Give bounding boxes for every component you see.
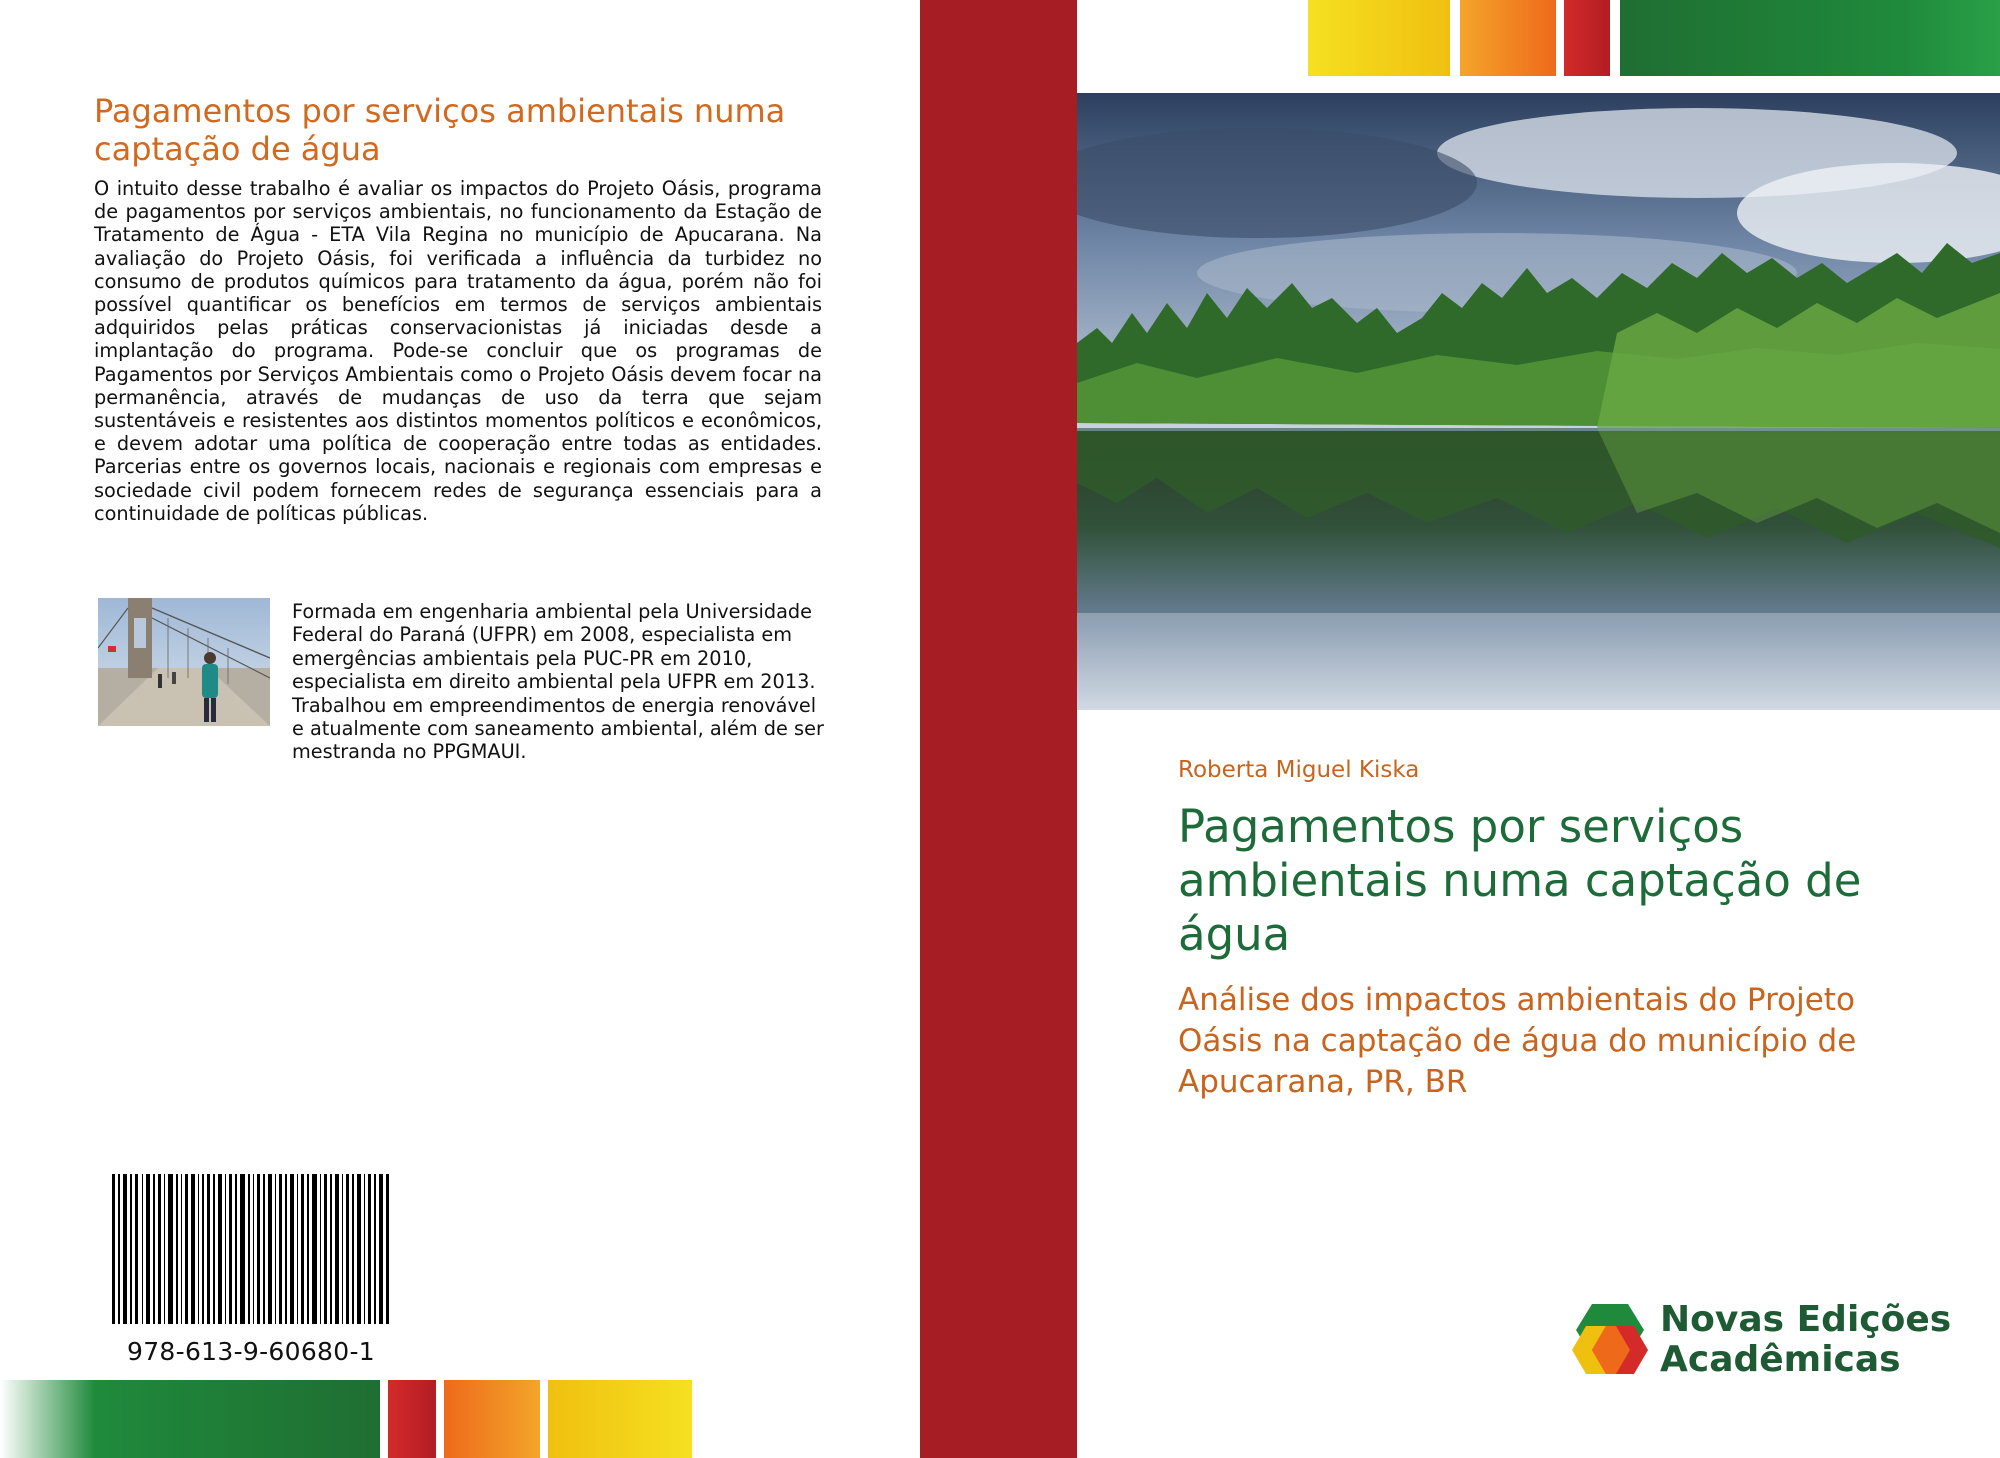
publisher-name <box>1660 1300 1951 1380</box>
color-band-orange <box>444 1380 540 1458</box>
color-band-orange <box>1460 0 1556 76</box>
front-author-name: Roberta Miguel Kiska <box>1178 757 1420 783</box>
author-photo <box>98 598 270 726</box>
front-cover-title: Pagamentos por serviços ambientais numa captação de água <box>1178 800 1862 961</box>
front-cover-subtitle: Análise dos impactos ambientais do Projeto Oásis na captação de água do município de Apucarana, PR, BR <box>1178 982 1857 1100</box>
back-cover-abstract: O intuito desse trabalho é avaliar os impactos do Projeto Oásis, programa de pagamentos por serviços ambientais, no funcionamento da Estação de Tratamento de Água - ETA Vila Regina no município de Apucarana. Na avaliação do Projeto Oásis, foi verificada a influência da turbidez no consumo de produtos químicos para tratamento da água, porém não foi possível quantificar os benefícios em termos de serviços ambientais adquiridos pelas práticas conservacionistas já iniciadas desde a implantação do programa. Pode-se concluir que os programas de Pagamentos por Serviços Ambientais como o Projeto Oásis devem focar na permanência, através de mudanças de uso da terra que sejam sustentáveis e resistentes aos distintos momentos políticos e econômicos, e devem adotar uma política de cooperação entre todas as entidades. Parcerias entre os governos locais, nacionais e regionais com empresas e sociedade civil podem fornecem redes de segurança essenciais para a continuidade de políticas públicas. <box>94 177 822 525</box>
publisher-name-line2: Acadêmicas <box>1660 1339 1901 1380</box>
barcode <box>112 1174 390 1324</box>
isbn-number: 978-613-9-60680-1 <box>127 1337 375 1366</box>
publisher-logo-icon <box>1572 1300 1656 1380</box>
book-spine <box>920 0 1077 1458</box>
color-band-red <box>1564 0 1610 76</box>
color-band-green <box>1620 0 2000 76</box>
color-band-green <box>0 1380 380 1458</box>
color-band-red <box>388 1380 436 1458</box>
color-band-yellow <box>548 1380 692 1458</box>
lake-forest-photo <box>1077 93 2000 710</box>
color-band-yellow <box>1308 0 1450 76</box>
publisher-name-line1: Novas Edições <box>1660 1299 1952 1340</box>
author-bio: Formada em engenharia ambiental pela Universidade Federal do Paraná (UFPR) em 2008, especialista em emergências ambientais pela PUC-PR em 2010, especialista em direito ambiental pela UFPR em 2013. Trabalhou em empreendimentos de energia renovável e atualmente com saneamento ambiental, além de ser mestranda no PPGMAUI. <box>292 600 824 764</box>
back-cover-title: Pagamentos por serviços ambientais numa captação de água <box>94 92 786 168</box>
